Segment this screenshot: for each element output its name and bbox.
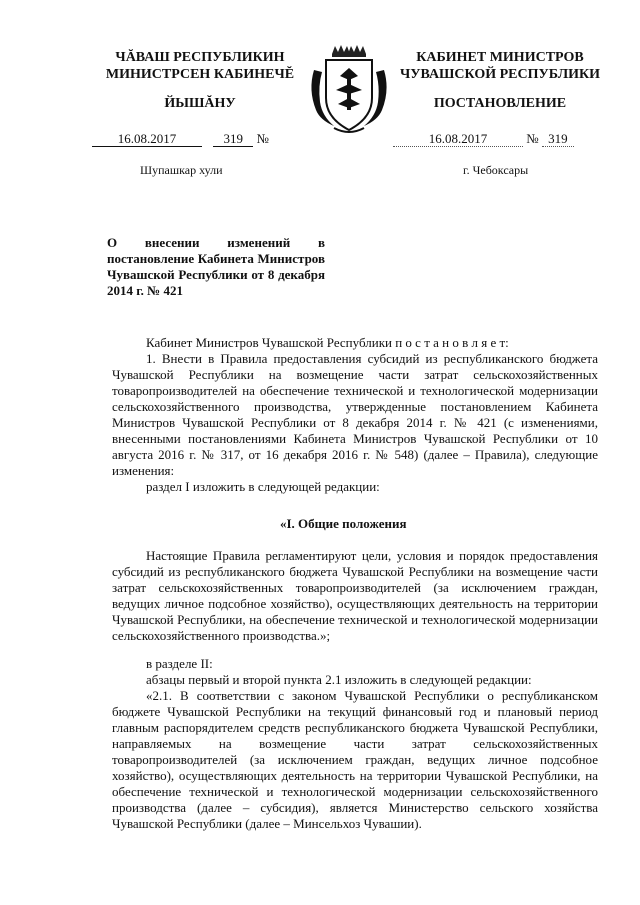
body-block-3 bbox=[112, 656, 598, 832]
date-right: 16.08.2017 bbox=[393, 132, 523, 147]
issuer-chuvash-line1: ЧĂВАШ РЕСПУБЛИКИН bbox=[115, 50, 285, 65]
number-sign-right: № bbox=[526, 131, 539, 146]
chuvash-emblem-icon bbox=[304, 40, 394, 136]
date-number-left bbox=[92, 131, 312, 147]
section2-line: в разделе II: bbox=[146, 656, 213, 671]
number-right: 319 bbox=[542, 132, 574, 147]
section-title: «I. Общие положения bbox=[280, 516, 407, 531]
issuer-chuvash-name bbox=[95, 49, 305, 83]
number-sign-left: № bbox=[256, 131, 269, 146]
general-provisions-para: Настоящие Правила регламентируют цели, условия и порядок предоставления субсидий из республиканского бюджета Чувашской Республики на возмещение части затрат сельскохозяйственных товаропроизводителей (за исключением граждан, ведущих личное подсобное хозяйство), осуществляющих деятельность на территории Чувашской Республики, на обеспечение технической и технологической модернизации сельскохозяйственного производства.»; bbox=[112, 548, 598, 643]
date-left: 16.08.2017 bbox=[92, 132, 202, 147]
point-2-1: «2.1. В соответствии с законом Чувашской Республики о республиканском бюджете Чувашской Республики на текущий финансовый год и плановый период главным распорядителем средств республиканского бюджета Чувашской Республики, направляемых на возмещение части затрат сельскохозяйственных товаропроизводителей (за исключением граждан, ведущих личное подсобное хозяйство), осуществляющих деятельность на территории Чувашской Республики, на обеспечение технической и технологической модернизации сельскохозяйственного производства (далее – субсидия), является Министерство сельского хозяйства Чувашской Республики (далее – Минсельхоз Чувашии). bbox=[112, 688, 598, 831]
section2-instruction: абзацы первый и второй пункта 2.1 изложить в следующей редакции: bbox=[146, 672, 532, 687]
date-number-right bbox=[393, 131, 613, 147]
issuer-chuvash-line2: МИНИСТРСЕН КАБИНЕЧĔ bbox=[105, 67, 295, 82]
document-subject: О внесении изменений в постановление Кабинета Министров Чувашской Республики от 8 декабря 2014 г. № 421 bbox=[107, 235, 325, 298]
item-1: 1. Внести в Правила предоставления субсидий из республиканского бюджета Чувашской Республики на возмещение части затрат сельскохозяйственных товаропроизводителей на обеспечение технической и технологической модернизации сельскохозяйственного производства, утвержденные постановлением Кабинета Министров Чувашской Республики от 8 декабря 2014 г. № 421 (с изменениями, внесенными постановлениями Кабинета Министров Чувашской Республики от 10 августа 2016 г. № 317, от 16 декабря 2016 г. № 548) (далее – Правила), следующие изменения: bbox=[112, 351, 598, 478]
number-left: 319 bbox=[213, 132, 253, 147]
resolution-intro: Кабинет Министров Чувашской Республики п о с т а н о в л я е т: bbox=[146, 335, 509, 350]
city-russian: г. Чебоксары bbox=[463, 163, 529, 177]
doc-type-russian: ПОСТАНОВЛЕНИЕ bbox=[433, 96, 567, 111]
issuer-russian-line2: ЧУВАШСКОЙ РЕСПУБЛИКИ bbox=[399, 67, 601, 82]
issuer-russian-name bbox=[395, 49, 605, 83]
city-chuvash: Шупашкар хули bbox=[140, 163, 223, 177]
doc-type-chuvash: ЙЫШĂНУ bbox=[164, 96, 236, 111]
body-block-1 bbox=[112, 335, 598, 495]
body-block-2 bbox=[112, 548, 598, 644]
issuer-russian-line1: КАБИНЕТ МИНИСТРОВ bbox=[416, 50, 584, 65]
section-instruction: раздел I изложить в следующей редакции: bbox=[146, 479, 380, 494]
